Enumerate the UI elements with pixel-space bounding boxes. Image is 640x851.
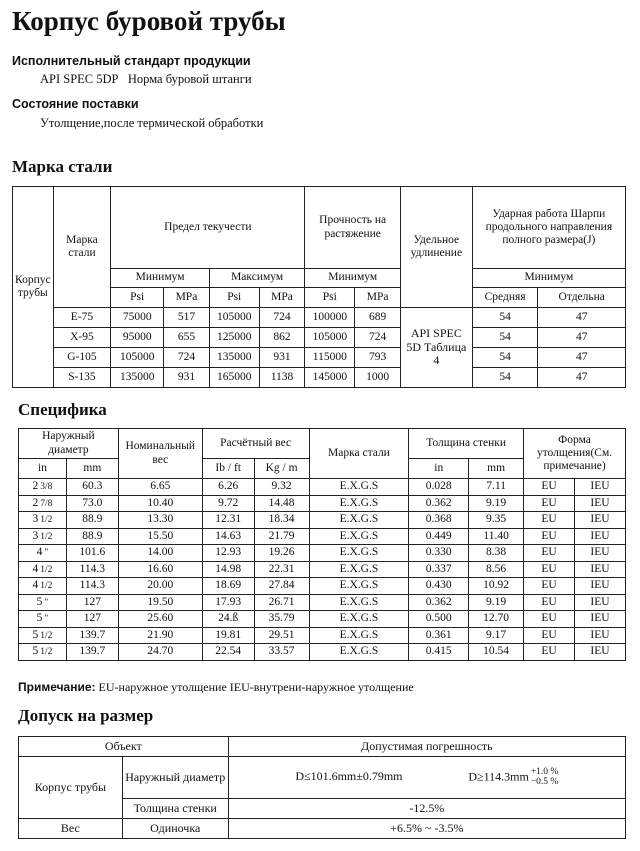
wall_mm-cell: 11.40 bbox=[469, 528, 524, 545]
od-large-tolerance bbox=[531, 768, 559, 787]
value-cell: 165000 bbox=[209, 368, 259, 388]
value-cell: 47 bbox=[538, 308, 626, 328]
lbft-cell: 19.81 bbox=[202, 627, 254, 644]
wall_mm-cell: 9.35 bbox=[469, 512, 524, 529]
mm2-header: mm bbox=[469, 459, 524, 479]
grade-cell: E-75 bbox=[53, 308, 111, 328]
eu-cell: EU bbox=[524, 611, 575, 628]
lbft-header: Ib / ft bbox=[202, 459, 254, 479]
grade-header-body: Корпус трубы bbox=[13, 187, 54, 388]
table-row bbox=[19, 627, 626, 644]
lbft-cell: 14.98 bbox=[202, 561, 254, 578]
grade-cell: E.X.G.S bbox=[309, 611, 409, 628]
nom-cell: 16.60 bbox=[118, 561, 202, 578]
value-cell: 125000 bbox=[209, 328, 259, 348]
od-in-fraction: 1/2 bbox=[40, 647, 53, 658]
wall_mm-cell: 7.11 bbox=[469, 479, 524, 496]
value-cell: 655 bbox=[164, 328, 210, 348]
mpa-header: MPa bbox=[164, 288, 210, 308]
wall_in-cell: 0.415 bbox=[409, 644, 469, 661]
mpa-header: MPa bbox=[355, 288, 401, 308]
eu-cell: EU bbox=[524, 561, 575, 578]
tol-od: Наружный диаметр bbox=[122, 757, 228, 799]
value-cell: 105000 bbox=[111, 348, 164, 368]
table-row bbox=[19, 578, 626, 595]
grade-section-title: Марка стали bbox=[12, 157, 113, 176]
wall_mm-cell: 9.17 bbox=[469, 627, 524, 644]
table-row bbox=[19, 611, 626, 628]
mm-header: mm bbox=[66, 459, 118, 479]
ieu-cell: IEU bbox=[574, 528, 625, 545]
nom-cell: 21.90 bbox=[118, 627, 202, 644]
ieu-cell: IEU bbox=[574, 578, 625, 595]
wall_in-cell: 0.449 bbox=[409, 528, 469, 545]
page-title: Корпус буровой трубы bbox=[12, 6, 286, 36]
eu-cell: EU bbox=[524, 627, 575, 644]
ieu-cell: IEU bbox=[574, 495, 625, 512]
wall_mm-cell: 9.19 bbox=[469, 594, 524, 611]
grade-header-elongation: Удельное удлинение bbox=[400, 187, 472, 308]
nominal-header: Номинальный вес bbox=[118, 429, 202, 479]
od-in-cell bbox=[19, 528, 67, 545]
od-in-whole: 5 bbox=[36, 595, 43, 608]
table-row bbox=[13, 368, 626, 388]
od-header: Наружный диаметр bbox=[19, 429, 119, 459]
standard-label: Исполнительный стандарт продукции bbox=[12, 54, 251, 68]
wall_in-cell: 0.330 bbox=[409, 545, 469, 562]
nom-cell: 10.40 bbox=[118, 495, 202, 512]
eu-cell: EU bbox=[524, 495, 575, 512]
od-in-fraction: 1/2 bbox=[40, 581, 53, 592]
nom-cell: 14.00 bbox=[118, 545, 202, 562]
value-cell: 115000 bbox=[305, 348, 355, 368]
tolerance-header: Допустимая погрешность bbox=[228, 737, 625, 757]
value-cell: 689 bbox=[355, 308, 401, 328]
standard-name: Норма буровой штанги bbox=[127, 72, 252, 86]
eu-cell: EU bbox=[524, 512, 575, 529]
value-cell: 862 bbox=[259, 328, 305, 348]
spec-grade-header: Марка стали bbox=[309, 429, 409, 479]
od-in-cell bbox=[19, 578, 67, 595]
mm-cell: 88.9 bbox=[66, 528, 118, 545]
psi-header: Psi bbox=[111, 288, 164, 308]
wall-header: Толщина стенки bbox=[409, 429, 524, 459]
value-cell: 47 bbox=[538, 328, 626, 348]
ieu-cell: IEU bbox=[574, 644, 625, 661]
mm-cell: 88.9 bbox=[66, 512, 118, 529]
lbft-cell: 24.ß bbox=[202, 611, 254, 628]
mm-cell: 114.3 bbox=[66, 561, 118, 578]
od-in-fraction: 1/2 bbox=[40, 630, 53, 641]
delivery-label: Состояние поставки bbox=[12, 97, 139, 111]
table-row bbox=[19, 495, 626, 512]
wall_mm-cell: 12.70 bbox=[469, 611, 524, 628]
od-in-whole: 2 bbox=[32, 480, 39, 493]
kgm-cell: 18.34 bbox=[254, 512, 309, 529]
table-row bbox=[13, 328, 626, 348]
od-in-whole: 5 bbox=[36, 612, 43, 625]
value-cell: 931 bbox=[164, 368, 210, 388]
grade-cell: G-105 bbox=[53, 348, 111, 368]
ieu-cell: IEU bbox=[574, 545, 625, 562]
eu-cell: EU bbox=[524, 644, 575, 661]
value-cell: 100000 bbox=[305, 308, 355, 328]
kgm-cell: 19.26 bbox=[254, 545, 309, 562]
grade-cell: E.X.G.S bbox=[309, 627, 409, 644]
tol-wall-value: -12.5% bbox=[228, 799, 625, 819]
kgm-cell: 22.31 bbox=[254, 561, 309, 578]
mm-cell: 127 bbox=[66, 594, 118, 611]
lbft-cell: 6.26 bbox=[202, 479, 254, 496]
table-row bbox=[19, 528, 626, 545]
upset-header: Форма утолщения(См. примечание) bbox=[524, 429, 626, 479]
tol-single: Одиночка bbox=[122, 819, 228, 839]
object-header: Объект bbox=[19, 737, 229, 757]
od-plus: +1.0 % bbox=[530, 767, 559, 777]
elongation-value: API SPEC 5D Таблица 4 bbox=[400, 308, 472, 388]
psi-header: Psi bbox=[305, 288, 355, 308]
nom-cell: 6.65 bbox=[118, 479, 202, 496]
od-in-cell bbox=[19, 479, 67, 496]
mm-cell: 60.3 bbox=[66, 479, 118, 496]
wall_mm-cell: 8.56 bbox=[469, 561, 524, 578]
grade-header-min3: Минимум bbox=[472, 269, 625, 288]
value-cell: 105000 bbox=[209, 308, 259, 328]
nom-cell: 24.70 bbox=[118, 644, 202, 661]
grade-cell: E.X.G.S bbox=[309, 545, 409, 562]
wall_in-cell: 0.430 bbox=[409, 578, 469, 595]
nom-cell: 13.30 bbox=[118, 512, 202, 529]
calc-header: Расчётный вес bbox=[202, 429, 309, 459]
wall_mm-cell: 10.92 bbox=[469, 578, 524, 595]
lbft-cell: 18.69 bbox=[202, 578, 254, 595]
nom-cell: 19.50 bbox=[118, 594, 202, 611]
od-in-fraction: 3/8 bbox=[40, 482, 53, 493]
ieu-cell: IEU bbox=[574, 627, 625, 644]
value-cell: 724 bbox=[355, 328, 401, 348]
wall_mm-cell: 10.54 bbox=[469, 644, 524, 661]
lbft-cell: 14.63 bbox=[202, 528, 254, 545]
value-cell: 135000 bbox=[111, 368, 164, 388]
note bbox=[18, 680, 414, 695]
note-text: EU-наружное утолщение IEU-внутрени-наружное утолщение bbox=[98, 680, 414, 694]
mm-cell: 73.0 bbox=[66, 495, 118, 512]
eu-cell: EU bbox=[524, 528, 575, 545]
kgm-cell: 9.32 bbox=[254, 479, 309, 496]
od-in-fraction: 1/2 bbox=[40, 531, 53, 542]
wall_in-cell: 0.028 bbox=[409, 479, 469, 496]
mm-cell: 127 bbox=[66, 611, 118, 628]
od-in-whole: 3 bbox=[32, 513, 39, 526]
wall_in-cell: 0.362 bbox=[409, 594, 469, 611]
grade-cell: E.X.G.S bbox=[309, 479, 409, 496]
table-row bbox=[19, 644, 626, 661]
mm-cell: 139.7 bbox=[66, 627, 118, 644]
single-header: Отдельна bbox=[538, 288, 626, 308]
grade-header-max: Максимум bbox=[209, 269, 305, 288]
od-in-whole: 2 bbox=[32, 496, 39, 509]
wall_in-cell: 0.500 bbox=[409, 611, 469, 628]
value-cell: 47 bbox=[538, 368, 626, 388]
value-cell: 54 bbox=[472, 308, 538, 328]
od-in-fraction: " bbox=[44, 597, 49, 608]
value-cell: 1138 bbox=[259, 368, 305, 388]
tolerance-section-title: Допуск на размер bbox=[18, 706, 154, 725]
od-in-whole: 5 bbox=[32, 628, 39, 641]
od-in-cell bbox=[19, 594, 67, 611]
od-in-cell bbox=[19, 644, 67, 661]
ieu-cell: IEU bbox=[574, 561, 625, 578]
lbft-cell: 17.93 bbox=[202, 594, 254, 611]
avg-header: Средняя bbox=[472, 288, 538, 308]
ieu-cell: IEU bbox=[574, 611, 625, 628]
value-cell: 145000 bbox=[305, 368, 355, 388]
note-label: Примечание: bbox=[18, 680, 96, 694]
standard-code: API SPEC 5DP bbox=[40, 72, 119, 86]
in2-header: in bbox=[409, 459, 469, 479]
wall_in-cell: 0.361 bbox=[409, 627, 469, 644]
value-cell: 75000 bbox=[111, 308, 164, 328]
value-cell: 517 bbox=[164, 308, 210, 328]
lbft-cell: 9.72 bbox=[202, 495, 254, 512]
value-cell: 724 bbox=[259, 308, 305, 328]
grade-cell: E.X.G.S bbox=[309, 512, 409, 529]
value-cell: 793 bbox=[355, 348, 401, 368]
kgm-cell: 27.84 bbox=[254, 578, 309, 595]
spec-table bbox=[18, 428, 626, 661]
wall_in-cell: 0.368 bbox=[409, 512, 469, 529]
ieu-cell: IEU bbox=[574, 512, 625, 529]
wall_mm-cell: 8.38 bbox=[469, 545, 524, 562]
od-in-fraction: 1/2 bbox=[40, 515, 53, 526]
table-row bbox=[19, 545, 626, 562]
mm-cell: 101.6 bbox=[66, 545, 118, 562]
value-cell: 54 bbox=[472, 368, 538, 388]
value-cell: 54 bbox=[472, 348, 538, 368]
value-cell: 724 bbox=[164, 348, 210, 368]
od-in-cell bbox=[19, 561, 67, 578]
value-cell: 95000 bbox=[111, 328, 164, 348]
nom-cell: 20.00 bbox=[118, 578, 202, 595]
grade-header-min: Минимум bbox=[111, 269, 210, 288]
kgm-header: Kg / m bbox=[254, 459, 309, 479]
mm-cell: 139.7 bbox=[66, 644, 118, 661]
in-header: in bbox=[19, 459, 67, 479]
standard-value bbox=[40, 72, 252, 87]
grade-table bbox=[12, 186, 626, 388]
grade-cell: E.X.G.S bbox=[309, 528, 409, 545]
wall_in-cell: 0.337 bbox=[409, 561, 469, 578]
wall_mm-cell: 9.19 bbox=[469, 495, 524, 512]
kgm-cell: 21.79 bbox=[254, 528, 309, 545]
lbft-cell: 12.31 bbox=[202, 512, 254, 529]
od-in-fraction: 7/8 bbox=[40, 498, 53, 509]
kgm-cell: 33.57 bbox=[254, 644, 309, 661]
od-in-fraction: " bbox=[44, 614, 49, 625]
value-cell: 931 bbox=[259, 348, 305, 368]
wall_in-cell: 0.362 bbox=[409, 495, 469, 512]
od-large-value: D≥114.3mm bbox=[468, 769, 529, 784]
table-row bbox=[19, 561, 626, 578]
eu-cell: EU bbox=[524, 479, 575, 496]
value-cell: 135000 bbox=[209, 348, 259, 368]
table-row bbox=[19, 594, 626, 611]
grade-header-min2: Минимум bbox=[305, 269, 401, 288]
eu-cell: EU bbox=[524, 545, 575, 562]
grade-cell: E.X.G.S bbox=[309, 495, 409, 512]
kgm-cell: 26.71 bbox=[254, 594, 309, 611]
table-row bbox=[13, 308, 626, 328]
eu-cell: EU bbox=[524, 578, 575, 595]
od-in-whole: 4 bbox=[36, 546, 43, 559]
delivery-value: Утолщение,после термической обработки bbox=[40, 116, 264, 130]
grade-header-tensile: Прочность на растяжение bbox=[305, 187, 401, 269]
od-in-whole: 5 bbox=[32, 645, 39, 658]
od-in-whole: 4 bbox=[32, 579, 39, 592]
nom-cell: 25.60 bbox=[118, 611, 202, 628]
eu-cell: EU bbox=[524, 594, 575, 611]
lbft-cell: 22.54 bbox=[202, 644, 254, 661]
od-minus: −0.5 % bbox=[530, 776, 559, 787]
value-cell: 47 bbox=[538, 348, 626, 368]
grade-cell: E.X.G.S bbox=[309, 578, 409, 595]
ieu-cell: IEU bbox=[574, 479, 625, 496]
grade-cell: S-135 bbox=[53, 368, 111, 388]
grade-cell: X-95 bbox=[53, 328, 111, 348]
nom-cell: 15.50 bbox=[118, 528, 202, 545]
tol-od-value bbox=[228, 757, 625, 799]
kgm-cell: 29.51 bbox=[254, 627, 309, 644]
od-in-cell bbox=[19, 627, 67, 644]
grade-cell: E.X.G.S bbox=[309, 644, 409, 661]
od-in-cell bbox=[19, 545, 67, 562]
tol-single-value: +6.5% ~ -3.5% bbox=[228, 819, 625, 839]
grade-header-grade: Марка стали bbox=[53, 187, 111, 308]
table-row bbox=[19, 512, 626, 529]
kgm-cell: 35.79 bbox=[254, 611, 309, 628]
grade-header-charpy: Ударная работа Шарпи продольного направления полного размера(J) bbox=[472, 187, 625, 269]
psi-header: Psi bbox=[209, 288, 259, 308]
tol-wall: Толщина стенки bbox=[122, 799, 228, 819]
od-in-whole: 4 bbox=[32, 562, 39, 575]
ieu-cell: IEU bbox=[574, 594, 625, 611]
kgm-cell: 14.48 bbox=[254, 495, 309, 512]
lbft-cell: 12.93 bbox=[202, 545, 254, 562]
tol-weight: Вес bbox=[19, 819, 123, 839]
tol-body: Корпус трубы bbox=[19, 757, 123, 819]
od-in-cell bbox=[19, 512, 67, 529]
od-in-cell bbox=[19, 611, 67, 628]
grade-cell: E.X.G.S bbox=[309, 561, 409, 578]
mpa-header: MPa bbox=[259, 288, 305, 308]
grade-header-yield: Предел текучести bbox=[111, 187, 305, 269]
mm-cell: 114.3 bbox=[66, 578, 118, 595]
grade-cell: E.X.G.S bbox=[309, 594, 409, 611]
od-in-cell bbox=[19, 495, 67, 512]
od-small-value: D≤101.6mm±0.79mm bbox=[295, 769, 403, 784]
value-cell: 105000 bbox=[305, 328, 355, 348]
table-row bbox=[19, 479, 626, 496]
spec-section-title: Специфика bbox=[18, 400, 107, 419]
od-in-fraction: " bbox=[44, 548, 49, 559]
value-cell: 1000 bbox=[355, 368, 401, 388]
table-row bbox=[13, 348, 626, 368]
tolerance-table bbox=[18, 736, 626, 839]
od-in-whole: 3 bbox=[32, 529, 39, 542]
od-in-fraction: 1/2 bbox=[40, 564, 53, 575]
value-cell: 54 bbox=[472, 328, 538, 348]
